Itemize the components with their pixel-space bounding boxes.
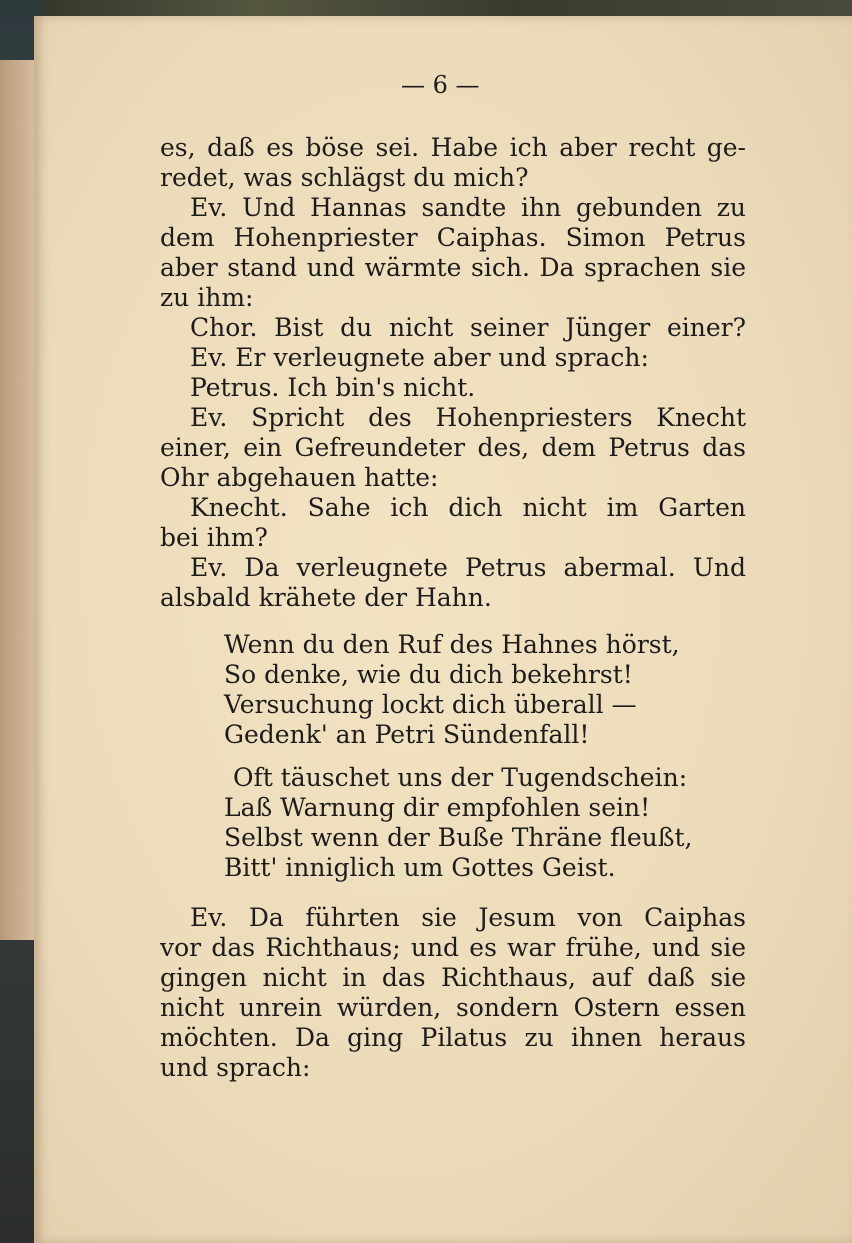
text-line: Ev. Da verleugnete Petrus abermal. Und (190, 553, 746, 582)
text-line: einer, ein Gefreundeter des, dem Petrus das (160, 433, 746, 462)
text-line: Petrus. Ich bin's nicht. (190, 373, 476, 402)
verse-line: Oft täuschet uns der Tugendschein: (233, 763, 688, 792)
verse-line: Laß Warnung dir empfohlen sein! (224, 793, 651, 822)
text-line: vor das Richthaus; und es war frühe, und sie (160, 933, 746, 962)
page-number: — 6 — (401, 71, 480, 99)
text-line: alsbald krähete der Hahn. (160, 583, 492, 612)
text-line: bei ihm? (160, 523, 268, 552)
text-line: gingen nicht in das Richthaus, auf daß sie (160, 963, 746, 992)
text-line: nicht unrein würden, sondern Ostern essen (160, 993, 746, 1022)
text-line: möchten. Da ging Pilatus zu ihnen heraus (160, 1023, 746, 1052)
text-line: dem Hohenpriester Caiphas. Simon Petrus (160, 223, 746, 252)
verse-line: Bitt' inniglich um Gottes Geist. (224, 853, 616, 882)
verse-line: Versuchung lockt dich überall — (224, 690, 637, 719)
text-line: Ev. Er verleugnete aber und sprach: (190, 343, 649, 372)
text-line: Ohr abgehauen hatte: (160, 463, 439, 492)
verse-line: Gedenk' an Petri Sündenfall! (224, 720, 590, 749)
text-line: und sprach: (160, 1053, 311, 1082)
text-line: zu ihm: (160, 283, 254, 312)
text-line: es, daß es böse sei. Habe ich aber recht ge- (160, 133, 746, 162)
page-edge (0, 60, 34, 940)
text-line: Chor. Bist du nicht seiner Jünger einer? (190, 313, 746, 342)
text-line: Ev. Spricht des Hohenpriesters Knecht (190, 403, 746, 432)
verse-line: Wenn du den Ruf des Hahnes hörst, (224, 630, 680, 659)
text-line: redet, was schlägst du mich? (160, 163, 529, 192)
text-line: Ev. Da führten sie Jesum von Caiphas (190, 903, 746, 932)
verse-line: Selbst wenn der Buße Thräne fleußt, (224, 823, 693, 852)
text-line: Ev. Und Hannas sandte ihn gebunden zu (190, 193, 746, 222)
verse-line: So denke, wie du dich bekehrst! (224, 660, 633, 689)
text-line: Knecht. Sahe ich dich nicht im Garten (190, 493, 746, 522)
text-line: aber stand und wärmte sich. Da sprachen sie (160, 253, 746, 282)
